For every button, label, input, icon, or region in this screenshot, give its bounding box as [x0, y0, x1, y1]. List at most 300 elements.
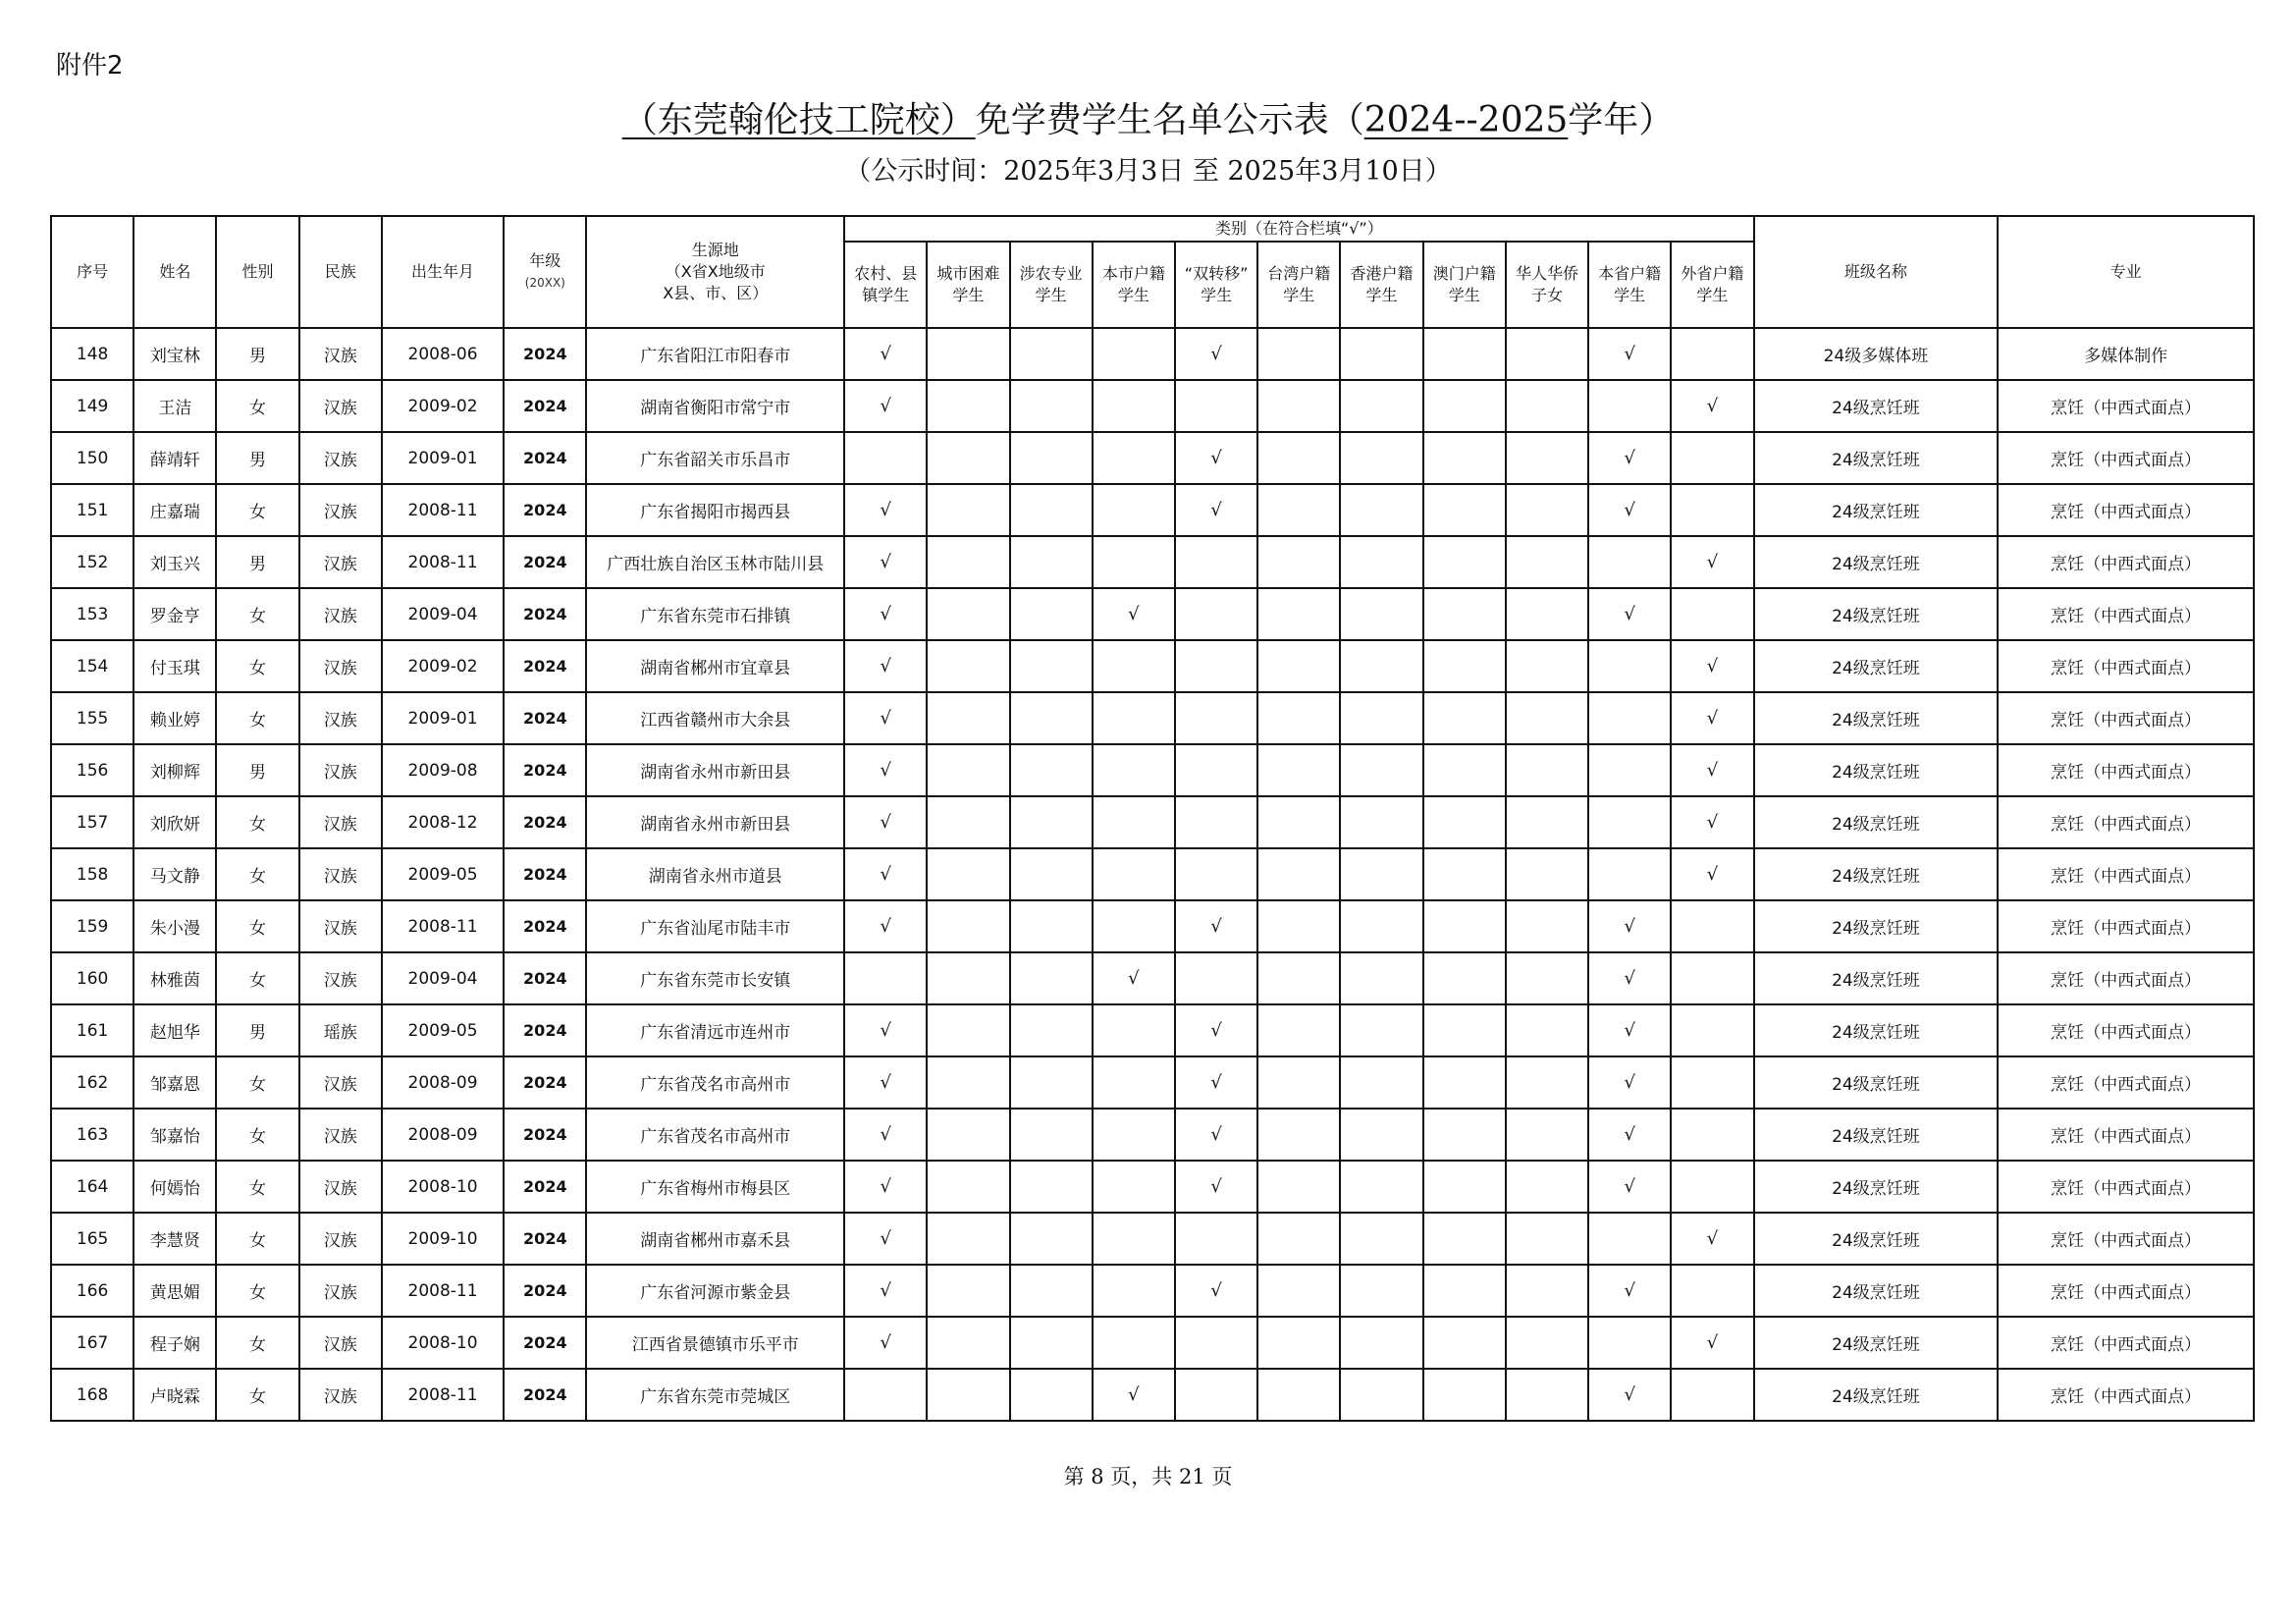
- cell-origin: 广东省汕尾市陆丰市: [586, 900, 844, 952]
- cell-class-name: 24级烹饪班: [1754, 1265, 1999, 1317]
- cell-category-10: [1671, 432, 1753, 484]
- cell-category-3: [1093, 1317, 1175, 1369]
- cell-category-3: [1093, 484, 1175, 536]
- cell-origin: 广东省河源市紫金县: [586, 1265, 844, 1317]
- table-row: [51, 1265, 2254, 1317]
- header-category-line: 学生: [1035, 286, 1067, 304]
- header-category-line: 澳门户籍: [1432, 264, 1496, 283]
- cell-category-10: [1671, 328, 1753, 380]
- cell-name: 邹嘉恩: [133, 1056, 216, 1109]
- cell-category-6: [1340, 1317, 1422, 1369]
- cell-category-5: [1257, 952, 1340, 1004]
- cell-grade: 2024: [504, 1004, 586, 1056]
- cell-category-2: [1010, 1213, 1093, 1265]
- cell-major: 烹饪（中西式面点）: [1998, 900, 2254, 952]
- cell-gender: 男: [216, 744, 298, 796]
- cell-category-3: [1093, 848, 1175, 900]
- cell-gender: 女: [216, 1265, 298, 1317]
- cell-grade: 2024: [504, 1056, 586, 1109]
- cell-category-5: [1257, 1109, 1340, 1161]
- cell-category-4: [1175, 640, 1257, 692]
- cell-seq: 164: [51, 1161, 133, 1213]
- cell-category-6: [1340, 484, 1422, 536]
- cell-category-6: [1340, 328, 1422, 380]
- cell-category-2: [1010, 1369, 1093, 1421]
- cell-ethnicity: 汉族: [299, 380, 382, 432]
- cell-category-5: [1257, 1213, 1340, 1265]
- student-roster-table: [50, 215, 2255, 1422]
- cell-category-3: [1093, 796, 1175, 848]
- cell-name: 刘宝林: [133, 328, 216, 380]
- cell-grade: 2024: [504, 588, 586, 640]
- table-row: [51, 588, 2254, 640]
- cell-category-4: [1175, 1317, 1257, 1369]
- header-category-3: [1093, 242, 1175, 328]
- cell-category-5: [1257, 588, 1340, 640]
- cell-gender: 男: [216, 432, 298, 484]
- cell-category-9: [1588, 380, 1671, 432]
- cell-category-6: [1340, 1265, 1422, 1317]
- cell-category-7: [1423, 432, 1506, 484]
- page-title: [0, 92, 2296, 142]
- cell-category-4: √: [1175, 1161, 1257, 1213]
- cell-class-name: 24级烹饪班: [1754, 1161, 1999, 1213]
- cell-seq: 161: [51, 1004, 133, 1056]
- cell-category-8: [1506, 640, 1588, 692]
- cell-category-0: √: [844, 640, 927, 692]
- cell-class-name: 24级烹饪班: [1754, 588, 1999, 640]
- cell-category-3: [1093, 432, 1175, 484]
- header-category-8: [1506, 242, 1588, 328]
- table-row: [51, 1213, 2254, 1265]
- cell-grade: 2024: [504, 744, 586, 796]
- cell-major: 烹饪（中西式面点）: [1998, 1056, 2254, 1109]
- header-ethnicity: 民族: [299, 216, 382, 328]
- cell-category-2: [1010, 588, 1093, 640]
- cell-major: 烹饪（中西式面点）: [1998, 744, 2254, 796]
- cell-seq: 156: [51, 744, 133, 796]
- header-category-line: 学生: [1365, 286, 1398, 304]
- cell-class-name: 24级烹饪班: [1754, 1109, 1999, 1161]
- attachment-label: 附件2: [56, 51, 124, 81]
- cell-category-2: [1010, 536, 1093, 588]
- table-row: [51, 692, 2254, 744]
- cell-major: 烹饪（中西式面点）: [1998, 1265, 2254, 1317]
- cell-major: 烹饪（中西式面点）: [1998, 380, 2254, 432]
- cell-category-3: √: [1093, 1369, 1175, 1421]
- table-row: [51, 328, 2254, 380]
- cell-seq: 152: [51, 536, 133, 588]
- cell-category-1: [927, 1004, 1009, 1056]
- header-category-line: 香港户籍: [1350, 264, 1414, 283]
- table-row: [51, 1109, 2254, 1161]
- cell-origin: 广东省揭阳市揭西县: [586, 484, 844, 536]
- cell-birth: 2009-08: [382, 744, 504, 796]
- cell-category-1: [927, 588, 1009, 640]
- cell-category-10: [1671, 1161, 1753, 1213]
- cell-category-2: [1010, 640, 1093, 692]
- cell-ethnicity: 汉族: [299, 588, 382, 640]
- header-grade-sub: (20XX): [524, 276, 565, 290]
- cell-class-name: 24级烹饪班: [1754, 640, 1999, 692]
- cell-category-2: [1010, 952, 1093, 1004]
- cell-category-3: [1093, 1109, 1175, 1161]
- cell-gender: 女: [216, 484, 298, 536]
- cell-major: 烹饪（中西式面点）: [1998, 484, 2254, 536]
- cell-seq: 162: [51, 1056, 133, 1109]
- header-row-1: [51, 216, 2254, 242]
- cell-grade: 2024: [504, 1369, 586, 1421]
- cell-category-1: [927, 744, 1009, 796]
- cell-category-3: [1093, 1161, 1175, 1213]
- header-category-line: 学生: [1117, 286, 1149, 304]
- table-row: [51, 484, 2254, 536]
- cell-category-1: [927, 848, 1009, 900]
- cell-name: 朱小漫: [133, 900, 216, 952]
- cell-birth: 2008-12: [382, 796, 504, 848]
- cell-category-5: [1257, 328, 1340, 380]
- cell-category-8: [1506, 1213, 1588, 1265]
- cell-gender: 女: [216, 1056, 298, 1109]
- cell-ethnicity: 瑶族: [299, 1004, 382, 1056]
- cell-ethnicity: 汉族: [299, 1369, 382, 1421]
- cell-origin: 广西壮族自治区玉林市陆川县: [586, 536, 844, 588]
- table-row: [51, 432, 2254, 484]
- cell-category-6: [1340, 1161, 1422, 1213]
- cell-name: 刘玉兴: [133, 536, 216, 588]
- cell-origin: 广东省东莞市长安镇: [586, 952, 844, 1004]
- cell-gender: 女: [216, 900, 298, 952]
- cell-seq: 160: [51, 952, 133, 1004]
- cell-origin: 湖南省衡阳市常宁市: [586, 380, 844, 432]
- cell-category-5: [1257, 1161, 1340, 1213]
- cell-category-5: [1257, 744, 1340, 796]
- cell-category-10: √: [1671, 380, 1753, 432]
- cell-category-10: [1671, 484, 1753, 536]
- cell-category-3: [1093, 692, 1175, 744]
- cell-major: 烹饪（中西式面点）: [1998, 1369, 2254, 1421]
- cell-category-8: [1506, 380, 1588, 432]
- cell-category-9: √: [1588, 1109, 1671, 1161]
- header-category-7: [1423, 242, 1506, 328]
- cell-category-8: [1506, 1004, 1588, 1056]
- cell-category-3: √: [1093, 588, 1175, 640]
- cell-category-6: [1340, 744, 1422, 796]
- cell-class-name: 24级多媒体班: [1754, 328, 1999, 380]
- cell-category-0: √: [844, 484, 927, 536]
- cell-category-10: √: [1671, 848, 1753, 900]
- cell-category-6: [1340, 1369, 1422, 1421]
- cell-origin: 湖南省郴州市嘉禾县: [586, 1213, 844, 1265]
- cell-seq: 154: [51, 640, 133, 692]
- cell-gender: 女: [216, 380, 298, 432]
- cell-gender: 女: [216, 1213, 298, 1265]
- cell-major: 烹饪（中西式面点）: [1998, 1317, 2254, 1369]
- cell-category-10: [1671, 1369, 1753, 1421]
- cell-seq: 153: [51, 588, 133, 640]
- header-name: 姓名: [133, 216, 216, 328]
- cell-category-2: [1010, 380, 1093, 432]
- cell-grade: 2024: [504, 328, 586, 380]
- header-category-line: 华人华侨: [1515, 264, 1578, 283]
- cell-class-name: 24级烹饪班: [1754, 432, 1999, 484]
- cell-category-1: [927, 1161, 1009, 1213]
- cell-category-4: √: [1175, 900, 1257, 952]
- cell-category-0: √: [844, 900, 927, 952]
- header-category-line: 台湾户籍: [1267, 264, 1331, 283]
- cell-major: 多媒体制作: [1998, 328, 2254, 380]
- cell-category-2: [1010, 1056, 1093, 1109]
- cell-category-7: [1423, 848, 1506, 900]
- cell-origin: 广东省阳江市阳春市: [586, 328, 844, 380]
- cell-gender: 女: [216, 1317, 298, 1369]
- cell-name: 马文静: [133, 848, 216, 900]
- cell-birth: 2008-10: [382, 1161, 504, 1213]
- cell-origin: 湖南省郴州市宜章县: [586, 640, 844, 692]
- table-row: [51, 1004, 2254, 1056]
- cell-category-8: [1506, 848, 1588, 900]
- cell-category-9: [1588, 744, 1671, 796]
- cell-category-4: [1175, 588, 1257, 640]
- cell-category-8: [1506, 484, 1588, 536]
- cell-category-4: √: [1175, 1004, 1257, 1056]
- cell-name: 刘欣妍: [133, 796, 216, 848]
- cell-category-5: [1257, 796, 1340, 848]
- cell-category-10: [1671, 1056, 1753, 1109]
- cell-category-8: [1506, 1369, 1588, 1421]
- cell-category-5: [1257, 900, 1340, 952]
- header-category-line: 本市户籍: [1101, 264, 1165, 283]
- cell-category-0: √: [844, 1265, 927, 1317]
- school-name: （东莞翰伦技工院校）: [621, 100, 976, 140]
- cell-category-0: √: [844, 1056, 927, 1109]
- cell-category-0: [844, 952, 927, 1004]
- cell-grade: 2024: [504, 484, 586, 536]
- cell-category-0: √: [844, 848, 927, 900]
- cell-birth: 2008-09: [382, 1056, 504, 1109]
- cell-category-2: [1010, 744, 1093, 796]
- cell-ethnicity: 汉族: [299, 1213, 382, 1265]
- cell-class-name: 24级烹饪班: [1754, 952, 1999, 1004]
- header-birth: 出生年月: [382, 216, 504, 328]
- cell-class-name: 24级烹饪班: [1754, 484, 1999, 536]
- table-row: [51, 1161, 2254, 1213]
- cell-category-5: [1257, 692, 1340, 744]
- cell-origin: 江西省景德镇市乐平市: [586, 1317, 844, 1369]
- cell-category-3: [1093, 744, 1175, 796]
- cell-category-6: [1340, 640, 1422, 692]
- header-category-line: 学生: [1448, 286, 1480, 304]
- cell-category-8: [1506, 692, 1588, 744]
- cell-category-0: [844, 1369, 927, 1421]
- header-category-line: 学生: [1283, 286, 1315, 304]
- cell-category-4: √: [1175, 328, 1257, 380]
- cell-gender: 女: [216, 1109, 298, 1161]
- page-number: 第 8 页，共 21 页: [1063, 1465, 1233, 1489]
- cell-category-2: [1010, 1317, 1093, 1369]
- cell-gender: 女: [216, 796, 298, 848]
- header-category-line: 城市困难: [936, 264, 1000, 283]
- cell-gender: 男: [216, 1004, 298, 1056]
- cell-category-4: [1175, 1213, 1257, 1265]
- cell-class-name: 24级烹饪班: [1754, 1004, 1999, 1056]
- table-row: [51, 536, 2254, 588]
- cell-category-8: [1506, 744, 1588, 796]
- cell-category-5: [1257, 1004, 1340, 1056]
- cell-birth: 2009-05: [382, 1004, 504, 1056]
- cell-seq: 166: [51, 1265, 133, 1317]
- cell-class-name: 24级烹饪班: [1754, 848, 1999, 900]
- cell-category-6: [1340, 1056, 1422, 1109]
- cell-gender: 女: [216, 1369, 298, 1421]
- cell-category-5: [1257, 1056, 1340, 1109]
- cell-birth: 2009-05: [382, 848, 504, 900]
- cell-seq: 157: [51, 796, 133, 848]
- header-seq: 序号: [51, 216, 133, 328]
- cell-category-9: [1588, 536, 1671, 588]
- cell-category-5: [1257, 1317, 1340, 1369]
- cell-grade: 2024: [504, 1265, 586, 1317]
- header-category-line: 学生: [1614, 286, 1646, 304]
- cell-major: 烹饪（中西式面点）: [1998, 1213, 2254, 1265]
- cell-category-8: [1506, 900, 1588, 952]
- cell-category-2: [1010, 1004, 1093, 1056]
- cell-category-3: [1093, 536, 1175, 588]
- cell-category-8: [1506, 588, 1588, 640]
- cell-category-7: [1423, 328, 1506, 380]
- cell-category-0: √: [844, 1213, 927, 1265]
- header-category-line: 本省户籍: [1598, 264, 1662, 283]
- cell-ethnicity: 汉族: [299, 484, 382, 536]
- cell-origin: 湖南省永州市道县: [586, 848, 844, 900]
- cell-category-6: [1340, 1109, 1422, 1161]
- header-category-group: 类别（在符合栏填“√”）: [844, 216, 1753, 242]
- cell-birth: 2008-10: [382, 1317, 504, 1369]
- cell-category-9: √: [1588, 900, 1671, 952]
- cell-category-6: [1340, 952, 1422, 1004]
- cell-category-1: [927, 1317, 1009, 1369]
- cell-gender: 女: [216, 640, 298, 692]
- cell-major: 烹饪（中西式面点）: [1998, 536, 2254, 588]
- cell-grade: 2024: [504, 1213, 586, 1265]
- cell-ethnicity: 汉族: [299, 848, 382, 900]
- header-category-5: [1257, 242, 1340, 328]
- cell-category-8: [1506, 952, 1588, 1004]
- cell-category-10: √: [1671, 796, 1753, 848]
- cell-grade: 2024: [504, 1317, 586, 1369]
- cell-birth: 2009-01: [382, 692, 504, 744]
- cell-category-4: [1175, 952, 1257, 1004]
- header-category-10: [1671, 242, 1753, 328]
- header-grade-label: 年级: [529, 251, 561, 270]
- cell-ethnicity: 汉族: [299, 744, 382, 796]
- cell-birth: 2008-11: [382, 1369, 504, 1421]
- cell-category-0: √: [844, 380, 927, 432]
- cell-category-4: [1175, 1369, 1257, 1421]
- cell-gender: 女: [216, 1161, 298, 1213]
- header-category-6: [1340, 242, 1422, 328]
- cell-category-0: √: [844, 1109, 927, 1161]
- cell-gender: 男: [216, 536, 298, 588]
- cell-name: 赵旭华: [133, 1004, 216, 1056]
- cell-grade: 2024: [504, 432, 586, 484]
- cell-category-2: [1010, 1161, 1093, 1213]
- cell-seq: 159: [51, 900, 133, 952]
- cell-category-4: √: [1175, 1056, 1257, 1109]
- cell-category-1: [927, 484, 1009, 536]
- cell-category-1: [927, 380, 1009, 432]
- cell-category-0: √: [844, 1161, 927, 1213]
- cell-category-9: √: [1588, 328, 1671, 380]
- cell-ethnicity: 汉族: [299, 1056, 382, 1109]
- cell-category-0: √: [844, 536, 927, 588]
- cell-category-10: √: [1671, 640, 1753, 692]
- table-row: [51, 640, 2254, 692]
- cell-name: 李慧贤: [133, 1213, 216, 1265]
- cell-gender: 男: [216, 328, 298, 380]
- cell-category-6: [1340, 848, 1422, 900]
- cell-category-4: [1175, 536, 1257, 588]
- cell-major: 烹饪（中西式面点）: [1998, 588, 2254, 640]
- cell-category-1: [927, 328, 1009, 380]
- cell-ethnicity: 汉族: [299, 1317, 382, 1369]
- cell-grade: 2024: [504, 796, 586, 848]
- cell-category-6: [1340, 796, 1422, 848]
- table-row: [51, 848, 2254, 900]
- table-row: [51, 1369, 2254, 1421]
- cell-ethnicity: 汉族: [299, 692, 382, 744]
- cell-category-7: [1423, 952, 1506, 1004]
- cell-category-3: [1093, 1004, 1175, 1056]
- header-origin-l1: 生源地: [691, 241, 739, 259]
- cell-category-2: [1010, 900, 1093, 952]
- cell-category-9: √: [1588, 588, 1671, 640]
- cell-name: 邹嘉怡: [133, 1109, 216, 1161]
- cell-category-8: [1506, 1265, 1588, 1317]
- cell-category-10: [1671, 1109, 1753, 1161]
- cell-name: 程子娴: [133, 1317, 216, 1369]
- cell-grade: 2024: [504, 848, 586, 900]
- cell-grade: 2024: [504, 380, 586, 432]
- header-category-line: 外省户籍: [1681, 264, 1744, 283]
- cell-category-1: [927, 1109, 1009, 1161]
- cell-category-7: [1423, 1213, 1506, 1265]
- cell-name: 付玉琪: [133, 640, 216, 692]
- cell-category-1: [927, 1265, 1009, 1317]
- cell-category-9: [1588, 848, 1671, 900]
- cell-grade: 2024: [504, 900, 586, 952]
- cell-category-10: √: [1671, 692, 1753, 744]
- table-row: [51, 1317, 2254, 1369]
- cell-gender: 女: [216, 692, 298, 744]
- cell-name: 罗金亨: [133, 588, 216, 640]
- cell-seq: 148: [51, 328, 133, 380]
- cell-category-8: [1506, 796, 1588, 848]
- cell-category-3: [1093, 1265, 1175, 1317]
- header-category-line: 镇学生: [862, 286, 910, 304]
- cell-name: 卢晓霖: [133, 1369, 216, 1421]
- cell-birth: 2008-11: [382, 484, 504, 536]
- cell-category-2: [1010, 1265, 1093, 1317]
- cell-name: 王洁: [133, 380, 216, 432]
- cell-ethnicity: 汉族: [299, 1161, 382, 1213]
- header-origin: [586, 216, 844, 328]
- cell-seq: 165: [51, 1213, 133, 1265]
- cell-seq: 151: [51, 484, 133, 536]
- cell-seq: 155: [51, 692, 133, 744]
- cell-class-name: 24级烹饪班: [1754, 1213, 1999, 1265]
- cell-category-6: [1340, 536, 1422, 588]
